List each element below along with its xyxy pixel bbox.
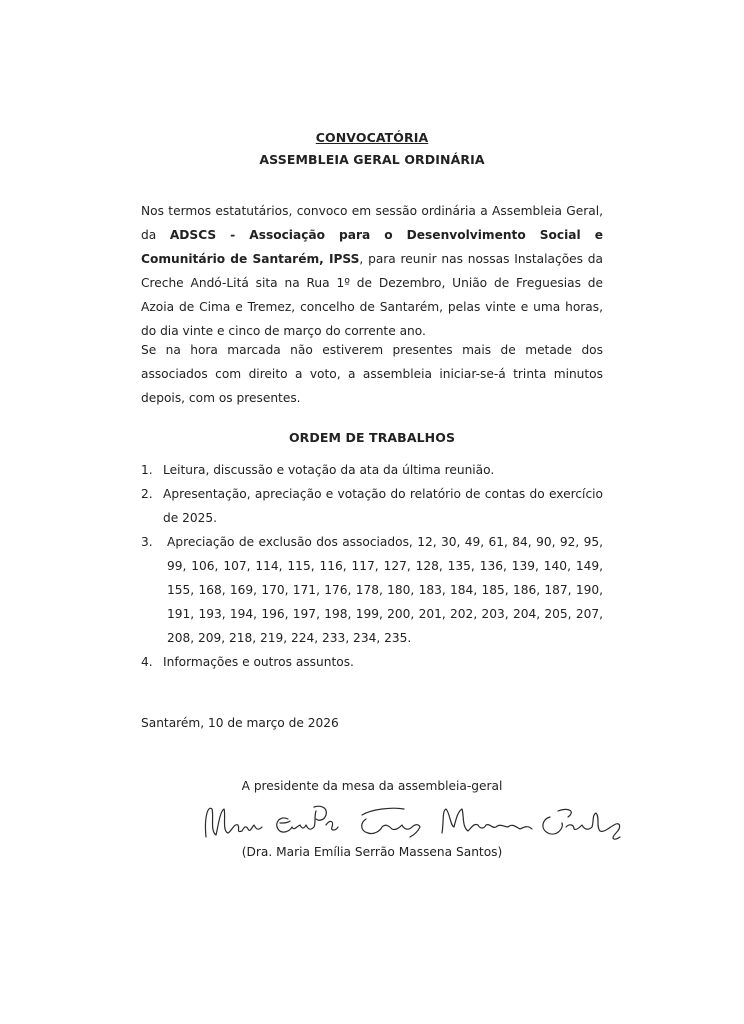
- agenda-item-number: 1.: [141, 463, 153, 477]
- agenda-item-number: 2.: [141, 487, 153, 501]
- signature-stroke: [314, 806, 338, 830]
- handwritten-signature: [196, 797, 632, 845]
- agenda-item: [141, 650, 603, 674]
- agenda-item-number: 4.: [141, 655, 153, 669]
- agenda-item-number: 3.: [141, 535, 153, 549]
- meeting-details-text: , para reunir nas nossas Instalações da Creche Andó-Litá sita na Rua 1º de Dezembro, União de Freguesias de Azoia de Cima e Tremez, concelho de Santarém, pelas vinte e uma horas, do dia vinte e cinco de março do corrente ano.: [141, 252, 603, 338]
- place-and-date: Santarém, 10 de março de 2026: [141, 716, 339, 730]
- agenda-item: [141, 530, 603, 650]
- agenda-item-text: Informações e outros assuntos.: [163, 655, 354, 669]
- document-title: CONVOCATÓRIA: [315, 130, 429, 145]
- signature-stroke: [277, 811, 316, 832]
- signature-stroke: [543, 809, 620, 839]
- organization-name: ADSCS - Associação para o Desenvolvimento Social e Comunitário de Santarém, IPSS: [141, 228, 603, 266]
- signature-stroke: [442, 809, 532, 833]
- agenda-item-text: Apresentação, apreciação e votação do relatório de contas do exercício de 2025.: [163, 487, 603, 525]
- agenda-item-text: Leitura, discussão e votação da ata da última reunião.: [163, 463, 495, 477]
- convocation-paragraph: [141, 199, 603, 343]
- agenda-item-text: Apreciação de exclusão dos associados, 12, 30, 49, 61, 84, 90, 92, 95, 99, 106, 107, 114, 115, 116, 117, 127, 128, 135, 136, 139, 140, 149, 155, 168, 169, 170, 171, 176, 178, 180, 183, 184, 185, 186, 187, 190, 191, 193, 194, 196, 197, 198, 199, 200, 201, 202, 203, 204, 205, 207, 208, 209, 218, 219, 224, 233, 234, 235.: [167, 535, 603, 645]
- signatory-name: (Dra. Maria Emília Serrão Massena Santos): [241, 845, 503, 859]
- agenda-heading: ORDEM DE TRABALHOS: [288, 430, 456, 445]
- signatory-role: A presidente da mesa da assembleia-geral: [241, 779, 503, 793]
- signature-stroke: [362, 808, 420, 837]
- signature-stroke: [205, 808, 262, 837]
- document-subtitle: ASSEMBLEIA GERAL ORDINÁRIA: [259, 152, 485, 167]
- quorum-paragraph: Se na hora marcada não estiverem presentes mais de metade dos associados com direito a voto, a assembleia iniciar-se-á trinta minutos depois, com os presentes.: [141, 343, 603, 405]
- intro-text: Nos termos estatutários, convoco em sessão ordinária a Assembleia Geral, da: [141, 204, 603, 242]
- agenda-item: [141, 458, 603, 482]
- agenda-item: [141, 482, 603, 530]
- agenda-list: [141, 458, 603, 674]
